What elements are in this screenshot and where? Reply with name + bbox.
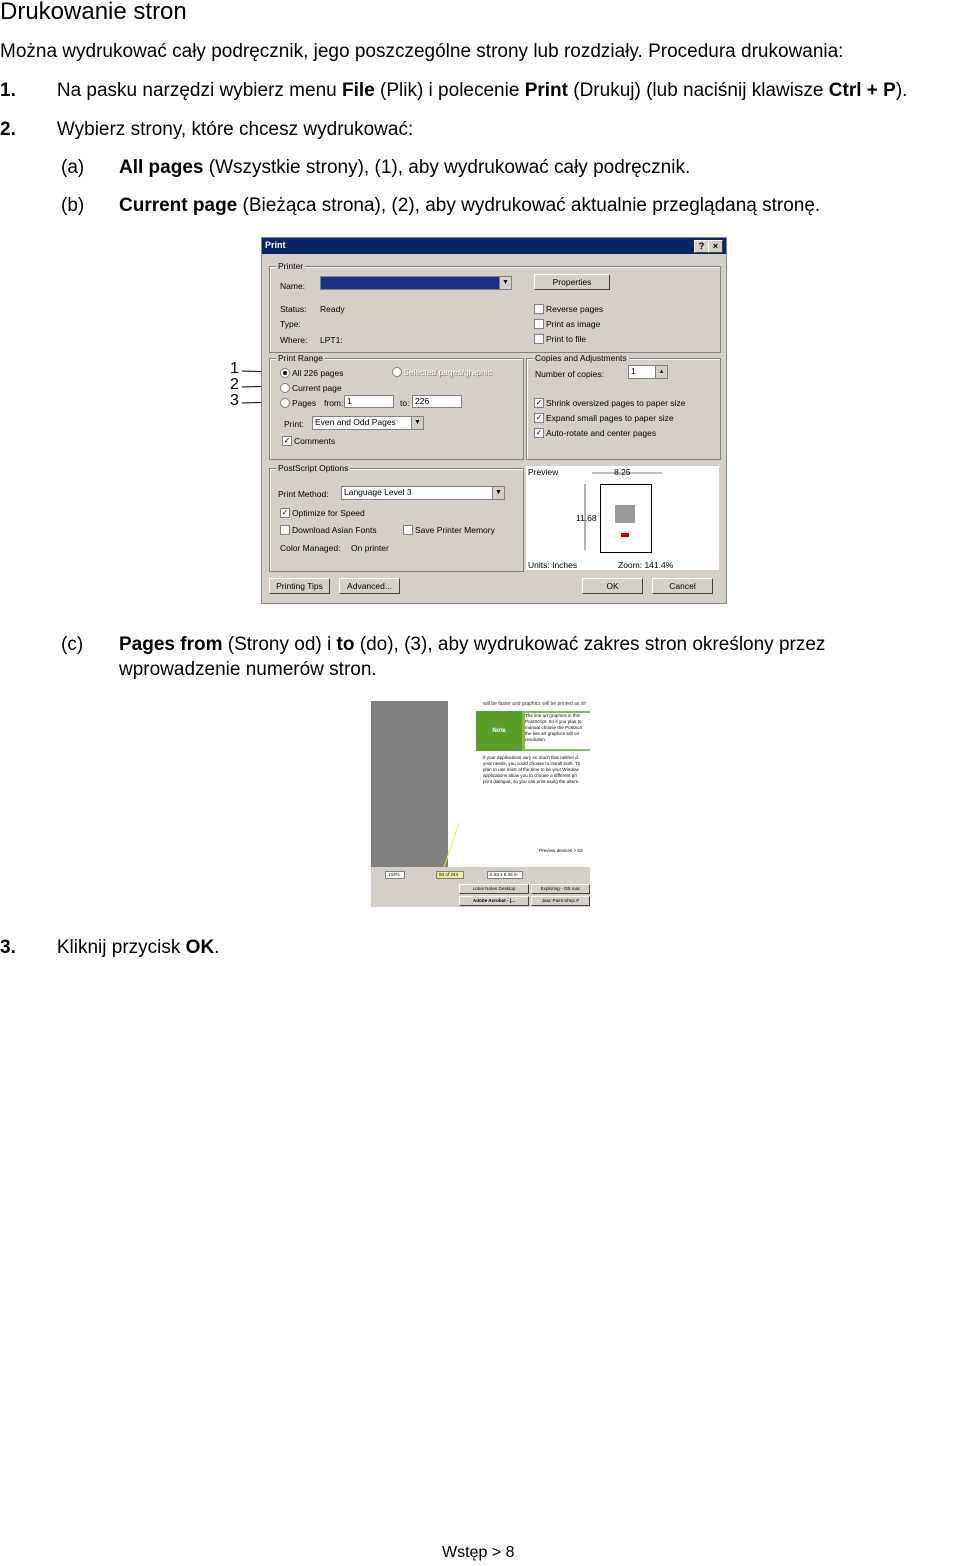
shrink-checkbox[interactable]: ✓ [535, 398, 543, 407]
optimize-checkbox[interactable]: ✓ [281, 508, 289, 517]
from-label: from: [324, 398, 344, 408]
copies-label: Number of copies: [535, 369, 604, 379]
print-subset-value: Even and Odd Pages [315, 417, 396, 427]
ok-bold: OK [185, 937, 215, 958]
option-bold: Pages from [119, 634, 223, 655]
acrobat-page-footer: Preview devices > 83 [539, 848, 583, 853]
save-memory-checkbox[interactable] [403, 525, 413, 535]
zoom-label: Zoom: 141.4% [618, 560, 674, 570]
width-arrow [592, 470, 662, 476]
comments-label: Comments [294, 436, 336, 446]
preview-label: Preview [528, 467, 559, 477]
current-page-radio[interactable] [280, 383, 290, 393]
name-label: Name: [280, 281, 306, 291]
arrow-annotation [441, 823, 461, 871]
option-text: (do), (3), aby wydrukować zakres stron określony przez [354, 634, 826, 655]
taskbar-item[interactable]: Adobe Acrobat - [... [459, 896, 529, 906]
expand-label: Expand small pages to paper size [546, 413, 674, 423]
option-text: (Bieżąca strona), (2), aby wydrukować aktualnie przeglądaną stronę. [237, 195, 821, 216]
height-arrow [582, 484, 588, 550]
dialog-title: Print [265, 240, 286, 250]
print-subset-select[interactable] [312, 416, 424, 430]
to-input[interactable]: 226 [412, 395, 462, 408]
note-text [525, 713, 590, 749]
print-file-label: Print to file [546, 334, 587, 344]
taskbar-item[interactable]: Lotus Notes Desktop [459, 884, 529, 894]
status-value: Ready [320, 304, 345, 314]
step-2 [0, 119, 413, 141]
print-image-checkbox[interactable] [534, 319, 544, 329]
save-memory-label: Save Printer Memory [415, 525, 495, 535]
note-line: resolution. [525, 737, 547, 742]
group-label: Print Range [278, 353, 323, 363]
auto-rotate-checkbox[interactable]: ✓ [535, 428, 543, 437]
pages-label: Pages [292, 398, 317, 408]
option-bold: Current page [119, 195, 238, 216]
acrobat-top-text: will be faster and graphics will be printed as sh [483, 701, 587, 707]
acrobat-paragraph [483, 755, 580, 785]
option-c-label: (c) [61, 634, 84, 655]
note-label: Note [476, 711, 522, 751]
group-label: Copies and Adjustments [535, 353, 627, 363]
cancel-button[interactable]: Cancel [652, 578, 713, 594]
option-c [119, 634, 825, 656]
option-b [119, 195, 820, 217]
asian-fonts-label: Download Asian Fonts [292, 525, 377, 535]
note-line: manual choose the PostScri [525, 725, 583, 730]
group-label: Printer [278, 261, 304, 271]
step-text: (Plik) i polecenie [374, 80, 525, 101]
print-method-label: Print Method: [278, 489, 329, 499]
pages-radio[interactable] [280, 398, 290, 408]
auto-rotate-label: Auto-rotate and center pages [546, 428, 657, 438]
postscript-group [269, 463, 524, 572]
selected-label: Selected pages/graphic [403, 367, 492, 377]
step-number: 1. [0, 80, 16, 101]
note-line: PostScript. So if you plan to [525, 719, 582, 724]
step-text: Na pasku narzędzi wybierz menu [56, 80, 342, 101]
step-number: 2. [0, 119, 16, 140]
preview-width: 8.25 [614, 467, 631, 477]
step-number: 3. [0, 937, 16, 958]
copies-value: 1 [631, 366, 636, 376]
print-method-select[interactable] [341, 486, 505, 500]
page-field[interactable]: 83 of 244 [436, 871, 464, 879]
callout-1: 1 [230, 360, 239, 377]
para-line: If your applications vary so much that neither d [483, 755, 578, 760]
command-print: Print [524, 80, 568, 101]
page-size-field: 5.83 x 8.26 in [487, 871, 523, 879]
acrobat-screenshot [371, 701, 590, 907]
para-line: plan to use most of the time to be your Window [483, 767, 579, 772]
page-thumbnail [600, 484, 652, 553]
option-text: (Strony od) i [222, 634, 337, 655]
taskbar-item[interactable]: Jasc Paint Shop P [531, 896, 590, 906]
units-label: Units: Inches [528, 560, 578, 570]
where-label: Where: [280, 335, 308, 345]
print-image-label: Print as image [546, 319, 601, 329]
option-bold: All pages [119, 157, 204, 178]
zoom-field[interactable]: 104% [385, 871, 405, 879]
asian-fonts-checkbox[interactable] [280, 525, 290, 535]
from-input[interactable]: 1 [344, 395, 394, 408]
optimize-label: Optimize for Speed [292, 508, 365, 518]
option-a-label: (a) [61, 157, 85, 178]
para-line: your needs, you could choose to install both. Th [483, 761, 581, 766]
printer-name-select[interactable] [320, 276, 512, 290]
para-line: applications allow you to choose a different pri [483, 773, 577, 778]
status-label: Status: [280, 304, 307, 314]
step-text: Wybierz strony, które chcesz wydrukować: [56, 119, 414, 140]
to-label: to: [400, 398, 410, 408]
option-b-label: (b) [61, 195, 85, 216]
preview-height: 11.68 [576, 513, 597, 523]
shortcut-keys: Ctrl + P [828, 80, 896, 101]
menu-file: File [342, 80, 375, 101]
print-method-value: Language Level 3 [344, 487, 412, 497]
reverse-label: Reverse pages [546, 304, 604, 314]
print-label: Print: [284, 419, 304, 429]
selected-radio[interactable] [392, 367, 402, 377]
dialog-titlebar [262, 238, 726, 254]
thumb-mark [621, 533, 629, 537]
shrink-label: Shrink oversized pages to paper size [546, 398, 686, 408]
para-line: print dialogue, so you can print using the altern [483, 779, 579, 784]
print-dialog [261, 237, 727, 604]
step-1 [0, 80, 907, 102]
printer-image-icon [615, 505, 635, 523]
option-a [119, 157, 690, 179]
print-file-checkbox[interactable] [534, 334, 544, 344]
copies-input[interactable] [628, 365, 668, 379]
comments-checkbox[interactable]: ✓ [283, 436, 291, 445]
close-icon[interactable]: × [708, 240, 723, 253]
current-page-label: Current page [292, 383, 342, 393]
intro-text: Można wydrukować cały podręcznik, jego poszczególne strony lub rozdziały. Procedura drukowania: [0, 41, 844, 62]
step-text: Kliknij przycisk [56, 937, 186, 958]
note-line: The line art graphics in this [525, 713, 580, 718]
properties-button[interactable]: Properties [534, 274, 610, 290]
callout-3: 3 [230, 392, 239, 409]
chevron-down-icon: ▼ [411, 417, 423, 429]
step-text: . [214, 937, 220, 958]
chevron-down-icon: ▼ [499, 277, 511, 289]
color-managed-value: On printer [351, 543, 389, 553]
color-managed-label: Color Managed: [280, 543, 341, 553]
expand-checkbox[interactable]: ✓ [535, 413, 543, 422]
option-bold: to [336, 634, 355, 655]
step-text: ). [895, 80, 908, 101]
taskbar-item[interactable]: Exploring - GB mac [531, 884, 590, 894]
page-footer: Wstęp > 8 [442, 1544, 515, 1561]
ok-button[interactable]: OK [582, 578, 643, 594]
where-value: LPT1: [320, 335, 343, 345]
option-text: (Wszystkie strony), (1), aby wydrukować cały podręcznik. [203, 157, 691, 178]
type-label: Type: [280, 319, 301, 329]
page-title: Drukowanie stron [0, 0, 187, 25]
printing-tips-button[interactable]: Printing Tips [269, 578, 330, 594]
step-text: (Drukuj) (lub naciśnij klawisze [567, 80, 829, 101]
advanced-button[interactable]: Advanced... [339, 578, 400, 594]
step-3 [0, 937, 219, 959]
all-pages-label: All 226 pages [292, 368, 344, 378]
callout-2: 2 [230, 376, 239, 393]
note-line: the line art graphics will on [525, 731, 580, 736]
help-icon[interactable]: ? [694, 240, 709, 253]
group-label: PostScript Options [278, 463, 349, 473]
chevron-down-icon: ▼ [492, 487, 504, 499]
reverse-checkbox[interactable] [534, 304, 544, 314]
all-pages-radio[interactable] [280, 368, 290, 378]
acrobat-sidebar [371, 701, 448, 867]
note-box [476, 711, 590, 751]
option-c-line2: wprowadzenie numerów stron. [119, 659, 377, 680]
spinner-icon[interactable]: ▴ [655, 366, 667, 378]
